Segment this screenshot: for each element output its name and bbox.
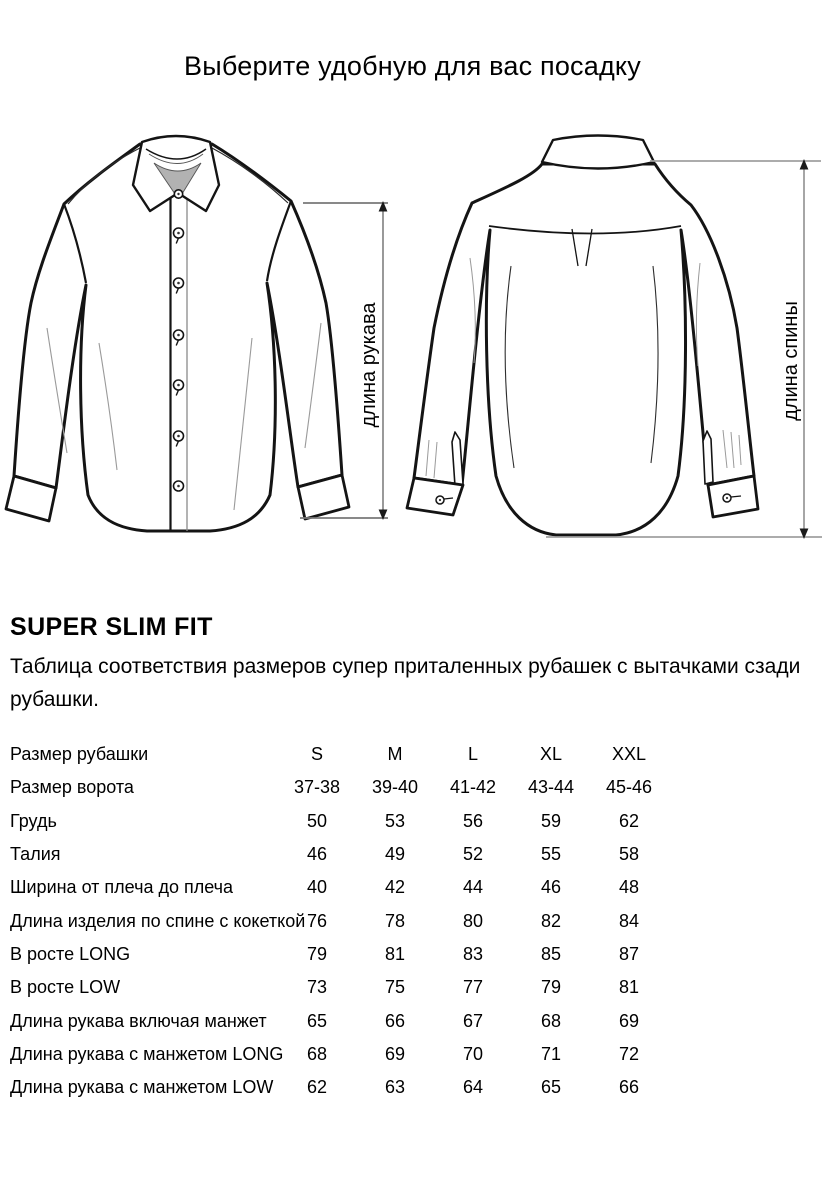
table-row — [0, 938, 700, 971]
table-cell: 70 — [462, 1043, 484, 1064]
table-cell: 63 — [384, 1077, 406, 1098]
table-cell: 55 — [540, 844, 562, 865]
table-cell: 56 — [462, 810, 484, 831]
table-cell: 58 — [618, 844, 640, 865]
table-cell: 78 — [384, 910, 406, 931]
table-cell: XL — [539, 744, 563, 765]
table-cell: 71 — [540, 1043, 562, 1064]
table-row — [0, 738, 700, 771]
table-cell: 79 — [306, 943, 328, 964]
row-label: Длина рукава с манжетом LOW — [10, 1077, 274, 1098]
table-cell: 79 — [540, 977, 562, 998]
table-cell: 44 — [462, 877, 484, 898]
table-cell: 67 — [462, 1010, 484, 1031]
table-cell: 69 — [384, 1043, 406, 1064]
table-cell: 59 — [540, 810, 562, 831]
size-guide-page — [0, 50, 825, 1200]
shirt-back-drawing — [407, 136, 758, 536]
row-label: Талия — [10, 844, 61, 865]
table-cell: 84 — [618, 910, 640, 931]
table-cell: L — [467, 744, 478, 765]
table-cell: 68 — [540, 1010, 562, 1031]
table-row — [0, 805, 700, 838]
table-cell: S — [310, 744, 323, 765]
back-length-label: длина спины — [780, 301, 802, 421]
table-cell: 85 — [540, 943, 562, 964]
table-cell: 87 — [618, 943, 640, 964]
fit-description: Таблица соответствия размеров супер приталенных рубашек с вытачками сзади рубашки. — [10, 655, 801, 711]
shirt-diagrams — [0, 118, 825, 558]
table-cell: 62 — [618, 810, 640, 831]
row-label: Размер ворота — [10, 777, 134, 798]
size-table — [0, 738, 700, 1104]
back-collar-stand — [542, 136, 654, 169]
row-label: Размер рубашки — [10, 744, 149, 765]
table-cell: 65 — [306, 1010, 328, 1031]
row-label: Длина рукава с манжетом LONG — [10, 1043, 284, 1064]
table-cell: 46 — [306, 844, 328, 865]
table-cell: 42 — [384, 877, 406, 898]
row-label: В росте LOW — [10, 977, 121, 998]
table-cell: 81 — [384, 943, 406, 964]
table-row — [0, 1071, 700, 1104]
table-cell: 46 — [540, 877, 562, 898]
row-label: Грудь — [10, 810, 57, 831]
table-row — [0, 871, 700, 904]
table-cell: 53 — [384, 810, 406, 831]
row-label: Длина рукава включая манжет — [10, 1010, 267, 1031]
sleeve-length-label: длина рукава — [358, 302, 380, 428]
table-cell: 45-46 — [605, 777, 653, 798]
row-label: Длина изделия по спине с кокеткой — [10, 910, 306, 931]
table-cell: 83 — [462, 943, 484, 964]
table-cell: M — [387, 744, 403, 765]
back-sleeve-placket-right — [703, 431, 713, 484]
table-cell: 77 — [462, 977, 484, 998]
table-cell: 39-40 — [371, 777, 419, 798]
table-cell: 62 — [306, 1077, 328, 1098]
table-cell: 69 — [618, 1010, 640, 1031]
back-cuff-left — [407, 478, 463, 515]
table-cell: 65 — [540, 1077, 562, 1098]
table-cell: 64 — [462, 1077, 484, 1098]
table-cell: 43-44 — [527, 777, 575, 798]
table-cell: 52 — [462, 844, 484, 865]
table-cell: 72 — [618, 1043, 640, 1064]
table-cell: 41-42 — [449, 777, 497, 798]
table-cell: 49 — [384, 844, 406, 865]
row-label: В росте LONG — [10, 943, 131, 964]
fit-heading: SUPER SLIM FIT — [10, 613, 213, 641]
shirt-front-drawing — [6, 136, 349, 531]
table-cell: 40 — [306, 877, 328, 898]
row-label: Ширина от плеча до плеча — [10, 877, 234, 898]
table-row — [0, 971, 700, 1004]
table-cell: 73 — [306, 977, 328, 998]
table-cell: 81 — [618, 977, 640, 998]
table-cell: 68 — [306, 1043, 328, 1064]
table-row — [0, 771, 700, 804]
table-cell: XXL — [611, 744, 647, 765]
table-cell: 66 — [618, 1077, 640, 1098]
table-row — [0, 1038, 700, 1071]
table-cell: 50 — [306, 810, 328, 831]
table-cell: 37-38 — [293, 777, 341, 798]
table-cell: 80 — [462, 910, 484, 931]
table-cell: 82 — [540, 910, 562, 931]
table-cell: 76 — [306, 910, 328, 931]
table-cell: 75 — [384, 977, 406, 998]
table-row — [0, 1004, 700, 1037]
page-title: Выберите удобную для вас посадку — [184, 51, 641, 81]
shirt-back-body — [414, 164, 754, 535]
table-cell: 66 — [384, 1010, 406, 1031]
table-row — [0, 838, 700, 871]
table-row — [0, 904, 700, 937]
table-cell: 48 — [618, 877, 640, 898]
